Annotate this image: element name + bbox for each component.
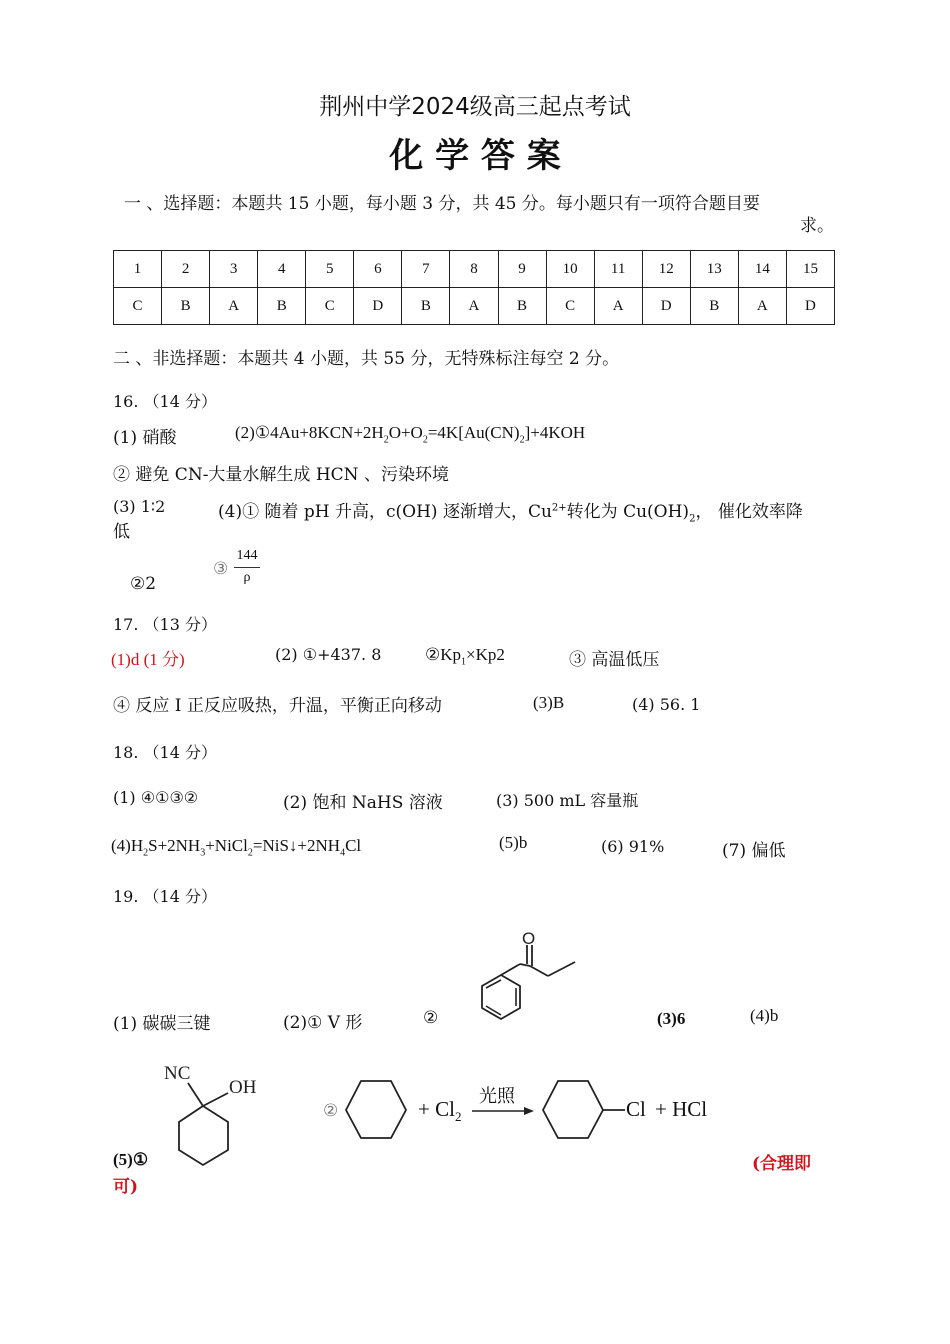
table-cell: 6 [354,251,402,288]
q19-answer-1: (1) 碳碳三键 [113,1014,211,1034]
q17-answer-5: ④ 反应 I 正反应吸热，升温，平衡正向移动 [113,696,442,716]
table-cell: 1 [114,251,162,288]
hcl-product: + HCl [655,1097,708,1121]
reaction-arrow [470,1104,536,1118]
q16-fraction-denominator: ρ [243,570,251,585]
table-cell: B [690,288,738,325]
table-cell: 8 [450,251,498,288]
q16-answer-5-cont: 低 [113,522,130,542]
q16-answer-1: (1) 硝酸 [113,428,177,448]
q19-answer-4: (3)6 [657,1009,686,1028]
nitrile-label: NC [164,1063,191,1084]
table-cell: D [642,288,690,325]
q19-answer-6: (5)① [113,1150,149,1169]
hydroxyl-label: OH [229,1077,257,1098]
table-cell: A [738,288,786,325]
table-cell: 5 [306,251,354,288]
table-cell: C [306,288,354,325]
q19-note: (合理即 [752,1154,812,1174]
table-cell: D [354,288,402,325]
table-cell: B [258,288,306,325]
table-cell: 15 [786,251,834,288]
q18-answer-5: (5)b [499,833,528,852]
q16-answer-3: ② 避免 CN-大量水解生成 HCN 、污染环境 [113,465,449,485]
chlorocyclohexane-structure [539,1078,629,1142]
q16-answer-2: $(2)①4Au+8KCN+2H_2O+O_2=4K[Au(CN)_2]+4KOH$ [235,423,586,446]
table-cell: D [786,288,834,325]
propiophenone-structure [450,925,590,1030]
table-row-answers [114,288,835,325]
table-cell: B [162,288,210,325]
table-cell: 9 [498,251,546,288]
section1-heading-cont: 求。 [800,216,834,236]
q19-note-cont: 可) [113,1177,139,1197]
chloro-substituent-label: Cl [626,1097,646,1121]
chlorine-reagent: + $Cl_2$ [418,1097,462,1125]
q17-answer-1: (1)d (1 分) [111,650,185,669]
table-cell: B [498,288,546,325]
q16-answer-7-mark: ③ [213,559,229,579]
q17-answer-3: $②Kp_1\times Kp2$ [425,645,505,668]
answer-table [113,250,835,325]
table-cell: 3 [210,251,258,288]
q17-answer-7: (4) 56. 1 [632,695,701,714]
fraction-bar [234,567,260,568]
table-cell: 14 [738,251,786,288]
table-cell: C [546,288,594,325]
reaction-condition: 光照 [479,1086,515,1107]
q19-answer-3-mark: ② [423,1008,439,1028]
table-cell: A [210,288,258,325]
q17-answer-4: ③ 高温低压 [569,650,660,670]
cyanohydrin-structure [160,1055,280,1170]
table-cell: C [114,288,162,325]
q17-answer-6: (3)B [533,693,565,712]
q16-answer-6: ②2 [130,574,157,594]
q16-answer-4: (3) 1∶2 [113,497,166,516]
q16-answer-5: (4)① 随着 pH 升高，c(OH) 逐渐增大，$Cu^{2+}$转化为 $Cu(OH)_2$， 催化效率降 [218,502,803,525]
section1-heading: 一 、选择题：本题共 15 小题，每小题 3 分，共 45 分。每小题只有一项符合题目要 [124,194,760,214]
table-cell: 4 [258,251,306,288]
q18-answer-1: (1) ④①③② [113,788,199,807]
q18-answer-7: (7) 偏低 [722,841,786,861]
table-cell: 7 [402,251,450,288]
q16-title: 16. （14 分） [113,392,217,411]
q16-fraction-numerator: 144 [236,548,258,563]
school-title: 荆州中学2024级高三起点考试 [319,94,631,120]
cyclohexane-structure [342,1078,410,1142]
q18-title: 18. （14 分） [113,743,217,762]
q18-answer-2: (2) 饱和 NaHS 溶液 [283,793,443,813]
table-row-numbers [114,251,835,288]
table-cell: A [594,288,642,325]
q18-answer-4: $(4)H_2S+2NH_3+NiCl_2=NiS↓+2NH_4Cl$ [111,836,362,859]
q19-answer-5: (4)b [750,1006,779,1025]
q17-answer-2: (2) ①+437. 8 [275,645,382,664]
q18-answer-6: (6) 91% [601,837,665,856]
table-cell: 11 [594,251,642,288]
section2-heading: 二 、非选择题：本题共 4 小题，共 55 分，无特殊标注每空 2 分。 [113,349,620,369]
table-cell: 10 [546,251,594,288]
table-cell: 13 [690,251,738,288]
table-cell: A [450,288,498,325]
subject-title: 化 学 答 案 [389,136,561,176]
table-cell: B [402,288,450,325]
ketone-oxygen-label: O [522,929,536,948]
q17-title: 17. （13 分） [113,615,217,634]
q19-title: 19. （14 分） [113,887,217,906]
q19-answer-2: (2)① V 形 [283,1013,363,1033]
table-cell: 2 [162,251,210,288]
q18-answer-3: (3) 500 mL 容量瓶 [496,791,639,810]
table-cell: 12 [642,251,690,288]
q19-reaction-mark: ② [323,1101,339,1121]
